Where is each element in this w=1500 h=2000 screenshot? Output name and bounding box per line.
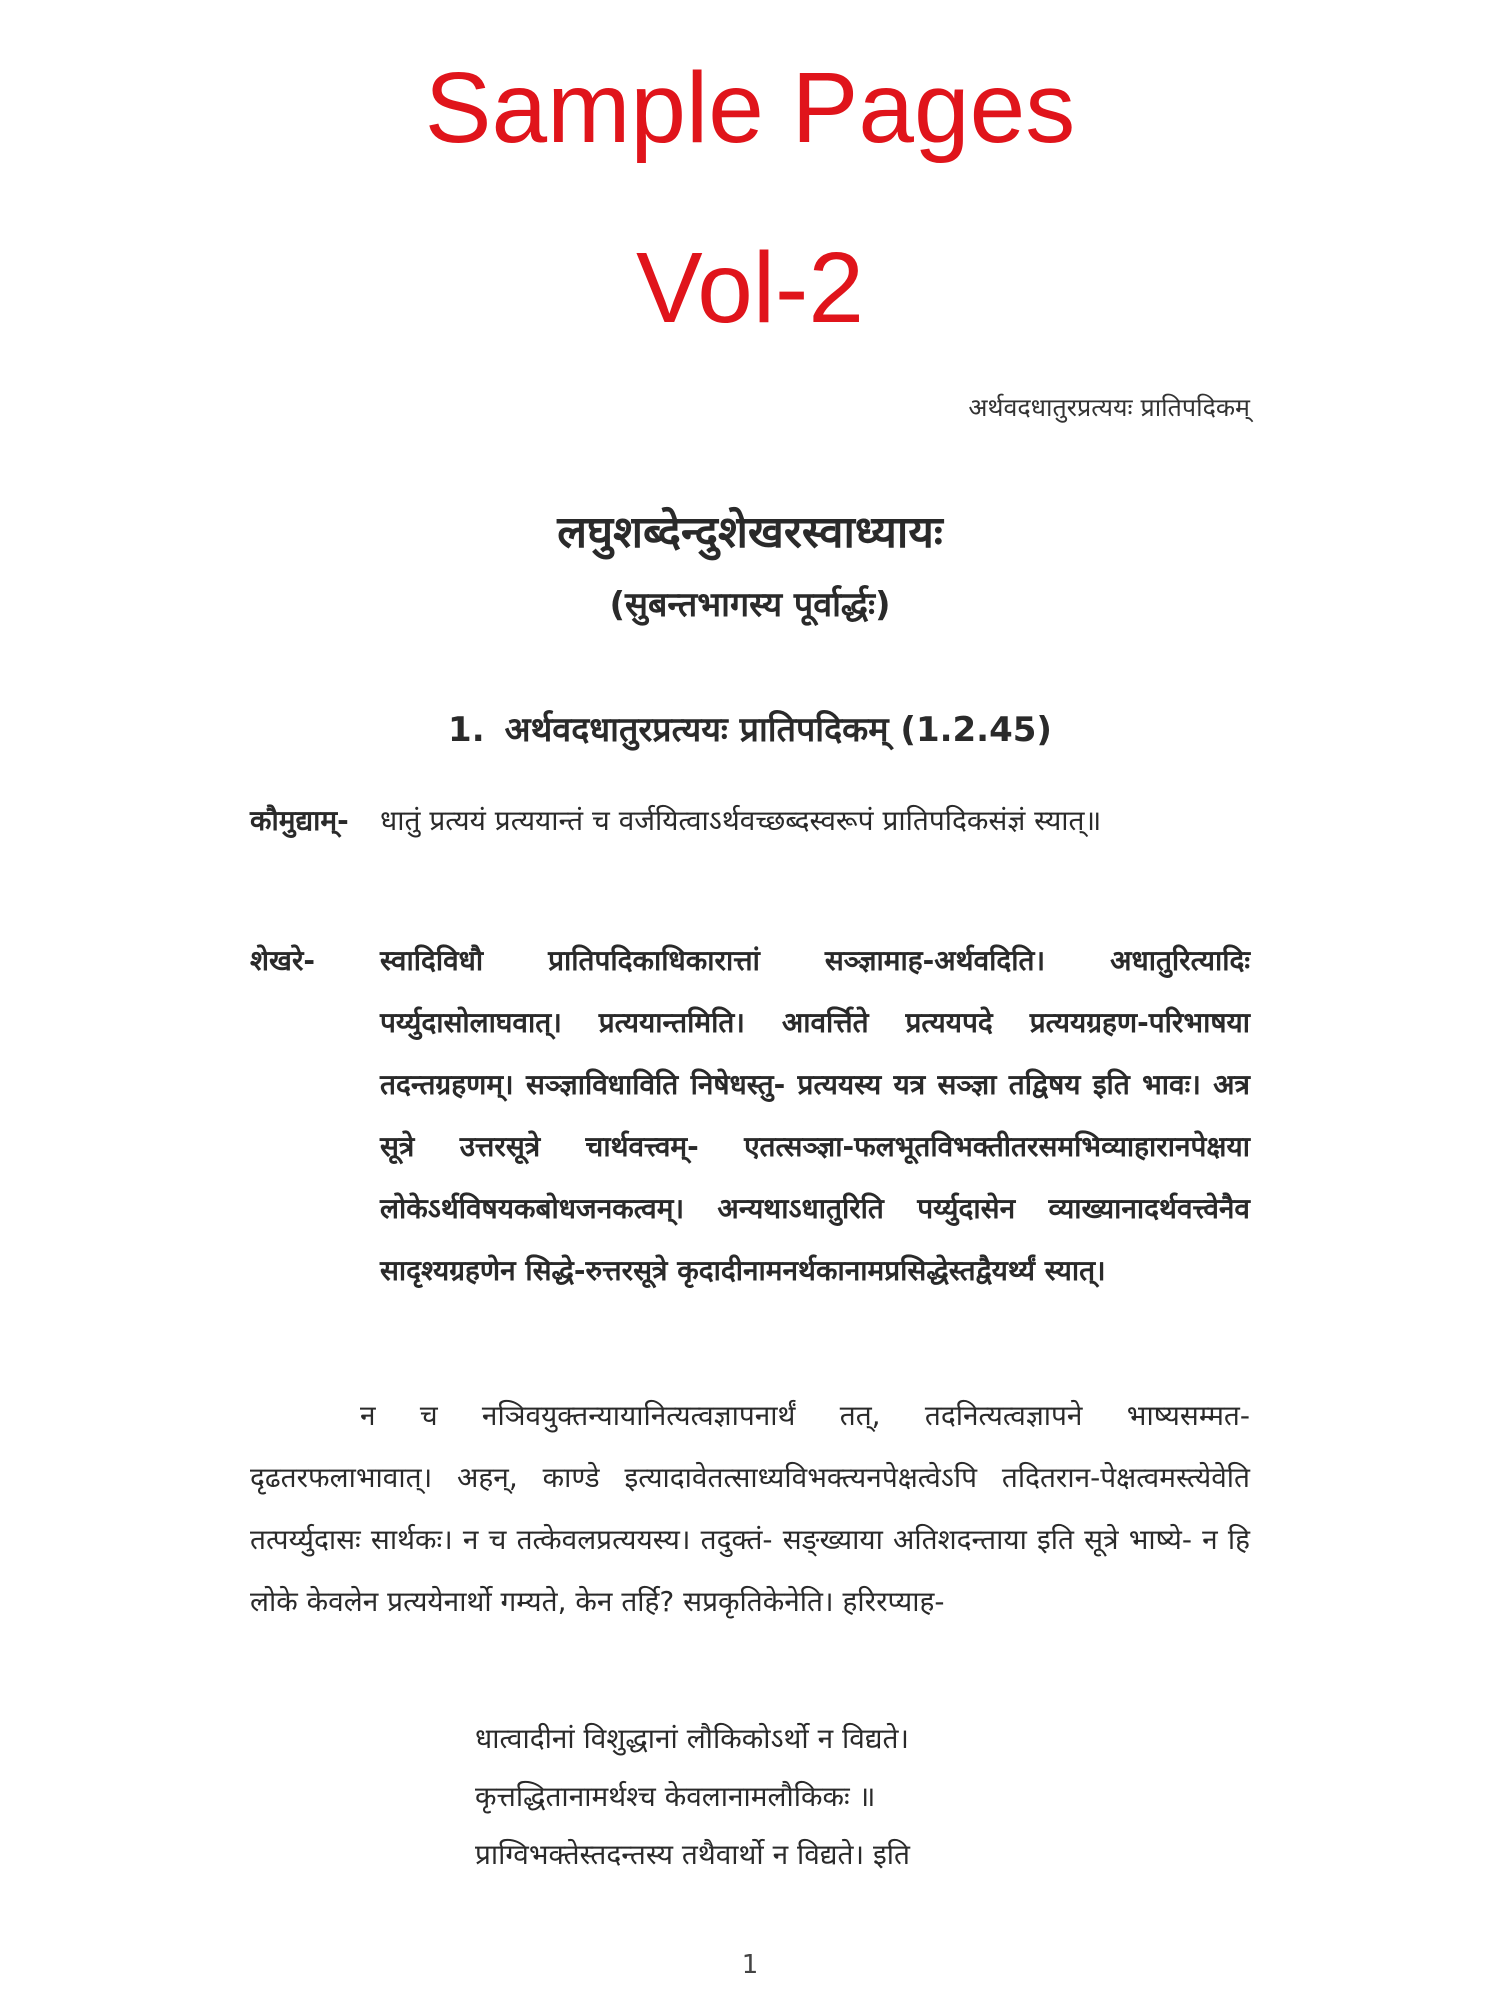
book-page xyxy=(250,390,1250,1990)
banner-title: Sample Pages xyxy=(424,52,1076,164)
verse-line: प्राग्विभक्तेस्तदन्तस्य तथैवार्थो न विद्यते। इति xyxy=(475,1838,910,1871)
kaumudi-text: धातुं प्रत्ययं प्रत्ययान्तं च वर्जयित्वाऽर्थवच्छब्दस्वरूपं प्रातिपदिकसंज्ञं स्यात्॥ xyxy=(380,804,1102,837)
chapter-subtitle: (सुबन्तभागस्य पूर्वार्द्धः) xyxy=(609,585,891,625)
shekhare-text: स्वादिविधौ प्रातिपदिकाधिकारात्तां सञ्ज्ञामाह-अर्थवदिति। अधातुरित्यादिः पर्य्युदासोलाघवात्। प्रत्ययान्तमिति। आवर्त्तिते प्रत्ययपदे प्रत्ययग्रहण-परिभाषया तदन्तग्रहणम्। सञ्ज्ञाविधाविति निषेधस्तु- प्रत्ययस्य यत्र सञ्ज्ञा तद्विषय इति भावः। अत्र सूत्रे उत्तरसूत्रे चार्थवत्त्वम्- एतत्सञ्ज्ञा-फलभूतविभक्तीतरसमभिव्याहारानपेक्षया लोकेऽर्थविषयकबोधजनकत्वम्। अन्यथाऽधातुरिति पर्य्युदासेन व्याख्यानादर्थवत्त्वेनैव सादृश्यग्रहणेन सिद्धे-रुत्तरसूत्रे कृदादीनामनर्थकानामप्रसिद्धेस्तद्वैयर्थ्यं स्यात्। xyxy=(380,944,1250,1287)
verse-line: कृत्तद्धितानामर्थश्च केवलानामलौकिकः ॥ xyxy=(475,1780,876,1813)
sutra-heading xyxy=(250,705,1250,751)
sutra-number: 1. xyxy=(448,710,485,750)
verse-block xyxy=(475,1710,1235,1884)
body-paragraph: न च नञिवयुक्तन्यायानित्यत्वज्ञापनार्थं तत्, तदनित्यत्वज्ञापने भाष्यसम्मत-दृढतरफलाभावात्। अहन्, काण्डे इत्यादावेतत्साध्यविभक्त्यनपेक्षत्वेऽपि तदितरान-पेक्षत्वमस्त्येवेति तत्पर्य्युदासः सार्थकः। न च तत्केवलप्रत्ययस्य। तदुक्तं- सङ्ख्याया अतिशदन्ताया इति सूत्रे भाष्ये- न हि लोके केवलेन प्रत्ययेनार्थो गम्यते, केन तर्हि? सप्रकृतिकेनेति। हरिरप्याह- xyxy=(250,1399,1250,1618)
shekhare-section xyxy=(250,930,1250,1302)
verse-line: धात्वादीनां विशुद्धानां लौकिकोऽर्थो न विद्यते। xyxy=(475,1722,910,1755)
shekhare-label: शेखरे- xyxy=(250,944,316,977)
sutra-text: अर्थवदधातुरप्रत्ययः प्रातिपदिकम् (1.2.45) xyxy=(504,710,1052,750)
banner-volume: Vol-2 xyxy=(636,232,864,344)
page-number: 1 xyxy=(741,1950,759,1980)
kaumudi-section xyxy=(250,790,1250,852)
chapter-title: लघुशब्देन्दुशेखरस्वाध्यायः xyxy=(557,507,943,558)
running-head: अर्थवदधातुरप्रत्ययः प्रातिपदिकम् xyxy=(968,393,1250,422)
kaumudi-label: कौमुद्याम्- xyxy=(250,804,349,837)
